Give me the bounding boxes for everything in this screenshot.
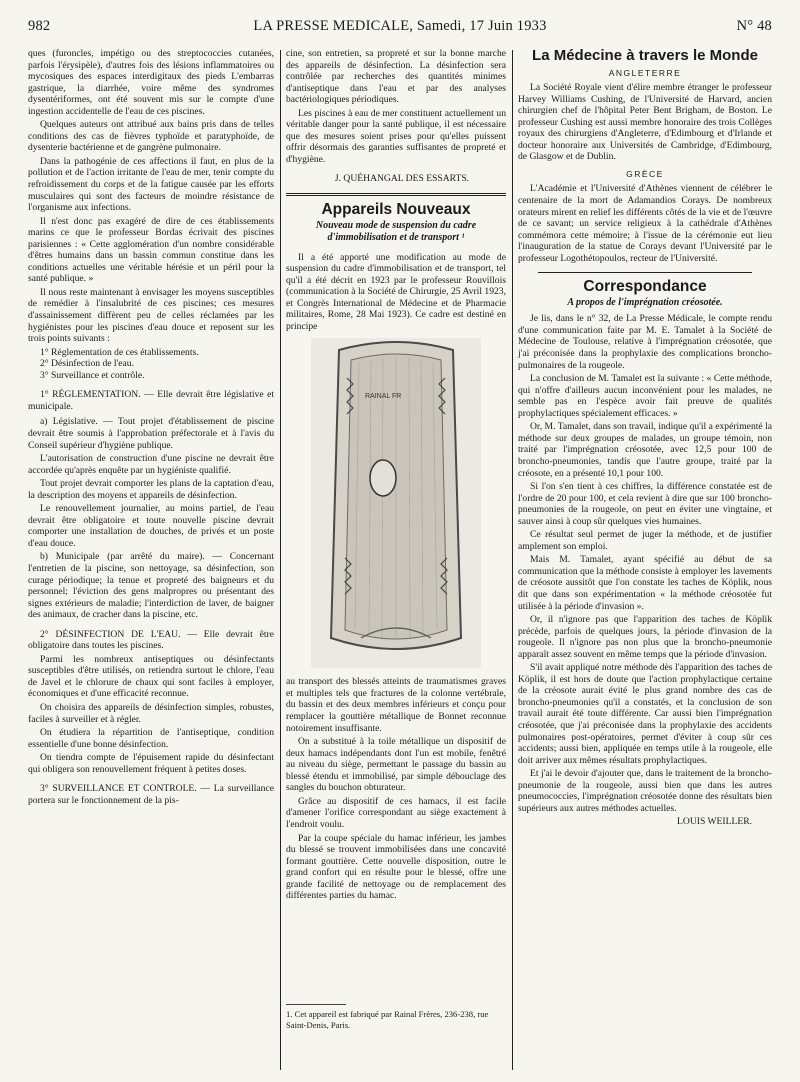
paragraph: Il nous reste maintenant à envisager les moyens susceptibles de remédier à l'insalubrité de ces piscines; ces mesures d'assainissement diffèrent peu de celles réclamées par les hygiénistes pour les piscines d'eau douce et reposent sur les trois points suivants : [28, 286, 274, 345]
section-desinfection: 2° DÉSINFECTION DE L'EAU. — Elle devrait être obligatoire dans toutes les piscines. [28, 628, 274, 652]
paragraph: Et j'ai le devoir d'ajouter que, dans le traitement de la broncho-pneumonie de la rougeole, aussi bien que dans les autres pneumococcies, l'imprégnation créosotée donne des résultats bien supérieurs aux autres méthodes actuelles. [518, 768, 772, 814]
list-item: 1° Réglementation de ces établissements. [40, 346, 199, 358]
paragraph: Or, il n'ignore pas que l'apparition des taches de Köplik précède, parfois de quelques jours, la période d'invasion de la rougeole. Il n'ignore pas non plus que la broncho-pneumonie apparaît assez souvent en même temps que la période d'invasion. [518, 614, 772, 660]
paragraph: cine, son entretien, sa propreté et sur la bonne marche des appareils de désinfection. La désinfection sera contrôlée par recherches des quantités minimes d'antiseptique dans l'eau et par des analyses bactériologiques périodiques. [286, 48, 506, 106]
paragraph: a) Législative. — Tout projet d'établissement de piscine devrait être soumis à l'approbation préfectorale et à l'avis du Conseil supérieur d'hygiène publique. [28, 416, 274, 451]
paragraph: La conclusion de M. Tamalet est la suivante : « Cette méthode, qui n'offre d'ailleurs aucun inconvénient pour les malades, ne semble pas en l'espèce avoir fait preuve de qualités prophylactiques spécialement efficaces. » [518, 373, 772, 419]
paragraph: Il a été apporté une modification au mode de suspension du cadre d'immobilisation et de transport, tel qu'il a été décrit en 1923 par le professeur Rouvillois (communication à la Société de Chirurgie, 25 Avril 1923, et Congrès International de Médecine et de Pharmacie militaires, Rome, 28 Mai 1923). Ce cadre est destiné en principe [286, 251, 506, 332]
article-subtitle: Nouveau mode de suspension du cadre d'immobilisation et de transport ¹ [315, 219, 477, 243]
country-label-angleterre: ANGLETERRE [608, 67, 682, 78]
paragraph: Si l'on s'en tient à ces chiffres, la différence constatée est de l'ordre de 20 pour 100, et cela revient à dire que sur 100 broncho-pneumonies de la rougeole, on peut en éviter une vingtaine, et sauver ainsi à coup sûr quelques vies humaines. [518, 481, 772, 527]
list-item: 2° Désinfection de l'eau. [40, 358, 135, 370]
paragraph: Il n'est donc pas exagéré de dire de ces établissements marins ce que le professeur Bordas écrivait des piscines parisiennes : « Cette agglomération d'un nombre considérable d'êtres humains dans un bassin commun constitue dans les conditions actuelles une véritable hérésie et un péril pour la santé publique. » [28, 215, 274, 285]
column-rule-2 [512, 50, 513, 1070]
paragraph: au transport des blessés atteints de traumatismes graves et multiples tels que fractures de la colonne vertébrale, du bassin et des deux membres inférieurs et conçu pour remplacer la gouttière métallique de Bonnet reconnue notoirement insuffisante. [286, 676, 506, 734]
paragraph: Les piscines à eau de mer constituent actuellement un véritable danger pour la santé publique, il est nécessaire que des mesures soient prises pour qu'elles puissent offrir désormais des garanties suffisantes de propreté et d'hygiène. [286, 107, 506, 165]
footnote-rule [286, 1004, 346, 1005]
paragraph: L'Académie et l'Université d'Athènes viennent de célébrer le centenaire de la mort de Adamandios Corays. De nombreux orateurs mirent en relief les différents côtés de la vie et de l'œuvre de ce savant; un service religieux à la cathédrale d'Athènes commémora cette mémoire; à l'issue de la cérémonie eut lieu l'inauguration de la statue de Corays devant l'Université par le professeur Logothétopoulos, recteur de l'Université. [518, 183, 772, 264]
footnote [286, 1004, 506, 1030]
paragraph: On a substitué à la toile métallique un dispositif de deux hamacs indépendants dont l'un est mobile, fenêtré au niveau du siège, permettant le passage du bassin au blessé étendu et immobilisé, par simple débouclage des sangles du bouchon obturateur. [286, 736, 506, 794]
article-subtitle: A propos de l'imprégnation créosotée. [567, 296, 723, 308]
section-heading-appareils: Appareils Nouveaux [321, 201, 471, 219]
section-heading-correspondance: Correspondance [583, 278, 707, 296]
journal-title: LA PRESSE MEDICALE, Samedi, 17 Juin 1933 [253, 18, 547, 34]
paragraph: Dans la pathogénie de ces affections il faut, en plus de la pollution et de l'action irritante de l'eau de mer, tenir compte du refroidissement du corps et de la fatigue causée par les efforts musculaires qui sont des facteurs de moindre résistance de l'organisme aux infections. [28, 155, 274, 214]
column-right [518, 48, 772, 830]
paragraph: Or, M. Tamalet, dans son travail, indique qu'il a expérimenté la méthode sur deux groupes de malades, un groupe témoin, non traité par l'imprégnation créosotée, avec 12,5 pour 100 de broncho-pneumonies, tandis que l'autre groupe, traité par la créosote, en a présenté 10,1 pour 100. [518, 421, 772, 479]
stretcher-illustration [311, 338, 481, 668]
paragraph: Grâce au dispositif de ces hamacs, il est facile d'amener l'orifice correspondant au siège exactement à l'endroit voulu. [286, 795, 506, 830]
footnote-text: 1. Cet appareil est fabriqué par Rainal Frères, 236-238, rue Saint-Denis, Paris. [286, 1009, 489, 1030]
paragraph: S'il avait appliqué notre méthode dès l'apparition des taches de Köplik, il est hors de doute que l'action prophylactique certaine de la créosote aurait évité le plus grand nombre des cas de broncho-pneumonies qu'il a constatés, et la conclusion de son travail aurait été toute différente. Car aussi bien l'imprégnation créosotée, que j'ai préconisée dans la prophylaxie des accidents pulmonaires post-opératoires, permet d'éviter à coup sûr ces accidents; aussi bien, appliquée en temps utile à la rougeole, elle doit arriver aux mêmes résultats prophylactiques. [518, 662, 772, 766]
author-signature: J. QUÉHANGAL DES ESSARTS. [334, 173, 470, 185]
stretcher-image [311, 338, 481, 668]
paragraph: Je lis, dans le n° 32, de La Presse Médicale, le compte rendu d'une communication faite par M. E. Tamalet à la Société de Médecine de Toulouse, relative à l'imprégnation créosotée, que j'ai préconisée dans la prophylaxie des complications broncho-pulmonaires de la rougeole. [518, 313, 772, 371]
column-middle [286, 48, 506, 904]
paragraph: Mais M. Tamalet, ayant spécifié au début de sa communication que la méthode consiste à employer les lavements de créosote aussitôt que l'on constate les taches de Köplik, nous dit que dans son expérimentation « la méthode créosotée fut utilisée à la période d'invasion ». [518, 554, 772, 612]
paragraph: Parmi les nombreux antiseptiques ou désinfectants susceptibles d'être utilisés, on retiendra surtout le chlore, l'eau de Javel et le chlorure de chaux qui sont faciles à employer, économiques et d'une efficacité reconnue. [28, 653, 274, 700]
paragraph: b) Municipale (par arrêté du maire). — Concernant l'entretien de la piscine, son nettoyage, sa désinfection, son curage périodique; la tenue et propreté des baigneurs et du personnel; l'éviction des gens malpropres ou présentant des signes extérieurs de maladie; l'interdiction de laver, de baigner des animaux, de cracher dans la piscine, etc. [28, 551, 274, 621]
paragraph: Tout projet devrait comporter les plans de la captation d'eau, la description des moyens et appareils de désinfection. [28, 478, 274, 501]
paragraph: Le renouvellement journalier, au moins partiel, de l'eau devrait être obligatoire et toute nouvelle piscine devrait comporter une installation de douches, de privés et un poste d'eau douce. [28, 503, 274, 549]
author-signature: LOUIS WEILLER. [677, 816, 752, 828]
paragraph: On étudiera la répartition de l'antiseptique, condition essentielle d'une bonne désinfection. [28, 727, 274, 750]
paragraph: ques (furoncles, impétigo ou des streptococcies cutanées, parfois l'érysipèle), d'autres fois des lésions inflammatoires ou mycosiques des espaces interdigitaux des pieds L'embarras gastrique, la diarrhée, voire même des syndromes dysentériformes, ont été souvent mis sur le compte d'une ingestion accidentelle de l'eau de ces piscines. [28, 48, 274, 117]
page-header [28, 18, 772, 38]
paragraph: Ce résultat seul permet de juger la méthode, et de justifier amplement son emploi. [518, 529, 772, 552]
section-divider [286, 193, 506, 196]
paragraph: L'autorisation de construction d'une piscine ne devrait être accordée qu'après enquête par un hygiéniste qualifié. [28, 453, 274, 476]
issue-number: N° 48 [736, 18, 772, 34]
section-divider [538, 272, 752, 273]
maker-label: RAINAL FR [365, 393, 402, 401]
column-left [28, 48, 274, 808]
paragraph: Par la coupe spéciale du hamac inférieur, les jambes du blessé se trouvent immobilisées dans une concavité formant gouttière. Cette nouvelle disposition, outre le grand confort qui en résulte pour le blessé, offre une grande facilité de nettoyage ou de remplacement des différentes parties du hamac. [286, 832, 506, 902]
section-reglementation: 1° RÉGLEMENTATION. — Elle devrait être législative et municipale. [28, 389, 274, 412]
page-number: 982 [28, 18, 51, 34]
country-label-grece: GRÈCE [626, 168, 664, 179]
list-item: 3° Surveillance et contrôle. [40, 369, 145, 381]
section-surveillance: 3° SURVEILLANCE ET CONTROLE. — La surveillance portera sur le fonctionnement de la pis- [28, 783, 274, 806]
section-heading-medecine: La Médecine à travers le Monde [532, 47, 758, 64]
paragraph: La Société Royale vient d'élire membre étranger le professeur Harvey Williams Cushing, de l'Université de Harvard, ancien chirurgien chef de l'hôpital Peter Bent Brigham, de Boston. Le professeur Cushing est aussi membre honoraire des trois Collèges royaux des chirurgiens d'Angleterre, d'Edimbourg et d'Irlande et docteur honoraire aux Universités de Cambridge, d'Edimbourg, de Glasgow et de Dublin. [518, 82, 772, 163]
paragraph: On choisira des appareils de désinfection simples, robustes, faciles à surveiller et à régler. [28, 701, 274, 725]
column-rule-1 [280, 50, 281, 1070]
paragraph: On tiendra compte de l'épuisement rapide du désinfectant qui obligera son renouvellement fréquent à petites doses. [28, 752, 274, 775]
paragraph: Quelques auteurs ont attribué aux bains pris dans de telles conditions des cas de fièvres typhoïde et paratyphoïde, de dysenterie bactérienne et de gangrène pulmonaire. [28, 119, 274, 154]
